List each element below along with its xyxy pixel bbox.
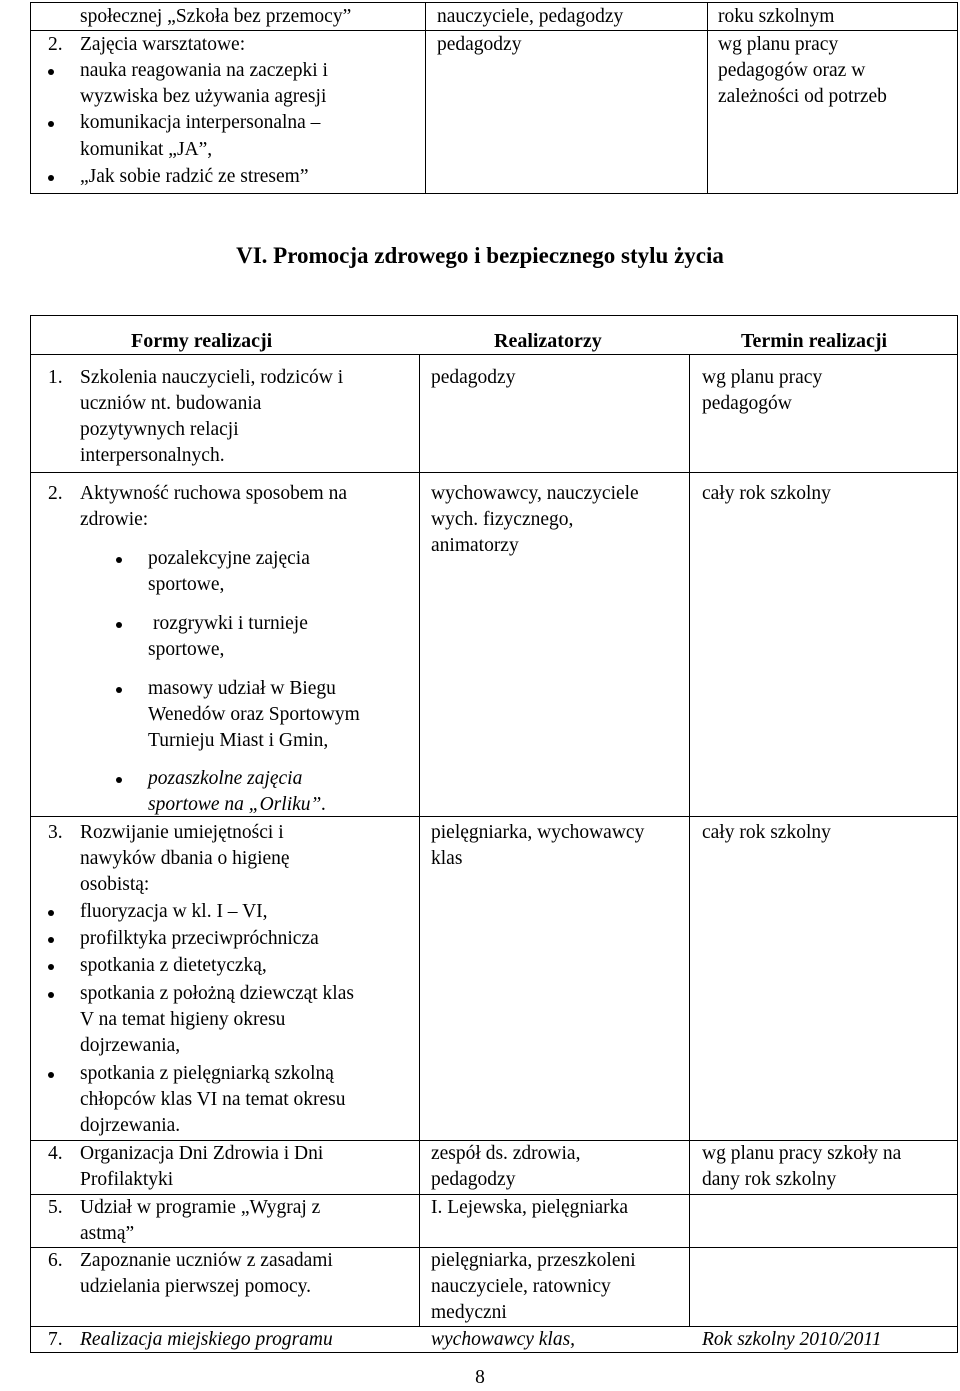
top-table-border-bottom <box>30 193 958 194</box>
row3-bullet2: profilktyka przeciwpróchnicza <box>80 928 319 949</box>
bullet-icon <box>48 910 54 916</box>
row4-number: 4. <box>48 1143 63 1164</box>
row3-bullet5-line2: chłopców klas VI na temat okresu <box>80 1089 346 1110</box>
row2-who-line1: wychowawcy, nauczyciele <box>431 483 639 504</box>
row7-who: wychowawcy klas, <box>431 1329 576 1350</box>
row7-number: 7. <box>48 1329 63 1350</box>
main-table-border-left <box>30 315 31 1353</box>
row3-number: 3. <box>48 822 63 843</box>
bullet-icon <box>116 777 122 783</box>
top-row2-bullet2-line1: komunikacja interpersonalna – <box>80 112 321 133</box>
row4-who-line2: pedagodzy <box>431 1169 516 1190</box>
row5-line1: Udział w programie „Wygraj z <box>80 1197 321 1218</box>
row6-who-line3: medyczni <box>431 1302 507 1323</box>
row2-bullet2-line2: sportowe, <box>148 639 225 660</box>
top-table-row-divider <box>30 30 958 31</box>
row2-bullet4-line2: sportowe na „Orliku”. <box>148 794 327 815</box>
row3-bullet5-line3: dojrzewania. <box>80 1115 181 1136</box>
row2-bullet3-line2: Wenedów oraz Sportowym <box>148 704 360 725</box>
row3-bullet5-line1: spotkania z pielęgniarką szkolną <box>80 1063 334 1084</box>
main-table-border-top <box>30 315 958 316</box>
row3-who-line2: klas <box>431 848 463 869</box>
row1-divider <box>30 472 958 473</box>
row2-line1: Aktywność ruchowa sposobem na <box>80 483 347 504</box>
row3-bullet4-line1: spotkania z położną dziewcząt klas <box>80 983 354 1004</box>
row4-when-line1: wg planu pracy szkoły na <box>702 1143 902 1164</box>
bullet-icon <box>48 175 54 181</box>
row6-who-line2: nauczyciele, ratownicy <box>431 1276 611 1297</box>
top-table-border-top <box>30 2 958 3</box>
top-row2-when-line3: zależności od potrzeb <box>718 86 887 107</box>
bullet-icon <box>116 687 122 693</box>
top-table-col-divider-1 <box>425 2 426 194</box>
row2-when: cały rok szkolny <box>702 483 831 504</box>
top-row2-bullet1-line1: nauka reagowania na zaczepki i <box>80 60 328 81</box>
main-col-divider-1 <box>419 354 420 1326</box>
main-col-divider-2 <box>689 354 690 1326</box>
row2-line2: zdrowie: <box>80 509 149 530</box>
bullet-icon <box>48 964 54 970</box>
row5-who: I. Lejewska, pielęgniarka <box>431 1197 629 1218</box>
top-row2-bullet3-line1: „Jak sobie radzić ze stresem” <box>80 166 309 187</box>
top-row1-who: nauczyciele, pedagodzy <box>437 6 624 27</box>
row3-bullet4-line3: dojrzewania, <box>80 1035 181 1056</box>
bullet-icon <box>116 557 122 563</box>
row1-when-line1: wg planu pracy <box>702 367 823 388</box>
bullet-icon <box>116 622 122 628</box>
row2-bullet3-line3: Turnieju Miast i Gmin, <box>148 730 329 751</box>
top-row2-when-line1: wg planu pracy <box>718 34 839 55</box>
row3-who-line1: pielęgniarka, wychowawcy <box>431 822 645 843</box>
row2-who-line3: animatorzy <box>431 535 519 556</box>
row6-line2: udzielania pierwszej pomocy. <box>80 1276 312 1297</box>
row1-line3: pozytywnych relacji <box>80 419 239 440</box>
top-row2-who: pedagodzy <box>437 34 522 55</box>
row4-line1: Organizacja Dni Zdrowia i Dni <box>80 1143 324 1164</box>
row1-who: pedagodzy <box>431 367 516 388</box>
row2-bullet3-line1: masowy udział w Biegu <box>148 678 336 699</box>
header-who: Realizatorzy <box>494 330 602 352</box>
row3-bullet3: spotkania z dietetyczką, <box>80 955 267 976</box>
row1-number: 1. <box>48 367 63 388</box>
header-when: Termin realizacji <box>741 330 888 352</box>
row6-line1: Zapoznanie uczniów z zasadami <box>80 1250 333 1271</box>
row4-when-line2: dany rok szkolny <box>702 1169 837 1190</box>
row3-when: cały rok szkolny <box>702 822 831 843</box>
page-number: 8 <box>475 1367 485 1388</box>
row3-bullet1: fluoryzacja w kl. I – VI, <box>80 901 268 922</box>
row2-who-line2: wych. fizycznego, <box>431 509 574 530</box>
row1-line2: uczniów nt. budowania <box>80 393 262 414</box>
bullet-icon <box>48 69 54 75</box>
top-row2-when-line2: pedagogów oraz w <box>718 60 866 81</box>
section-heading: VI. Promocja zdrowego i bezpiecznego stylu życia <box>236 243 724 268</box>
row7-forms: Realizacja miejskiego programu <box>80 1329 333 1350</box>
row4-who-line1: zespół ds. zdrowia, <box>431 1143 581 1164</box>
bullet-icon <box>48 937 54 943</box>
bullet-icon <box>48 121 54 127</box>
top-row2-bullet1-line2: wyzwiska bez używania agresji <box>80 86 327 107</box>
top-row2-bullet2-line2: komunikat „JA”, <box>80 139 213 160</box>
row1-line4: interpersonalnych. <box>80 445 225 466</box>
row3-bullet4-line2: V na temat higieny okresu <box>80 1009 286 1030</box>
row1-line1: Szkolenia nauczycieli, rodziców i <box>80 367 344 388</box>
row6-who-line1: pielęgniarka, przeszkoleni <box>431 1250 636 1271</box>
top-table-border-left <box>30 2 31 194</box>
header-row-divider <box>30 354 958 355</box>
top-table-col-divider-2 <box>707 2 708 194</box>
row1-when-line2: pedagogów <box>702 393 792 414</box>
row3-line2: nawyków dbania o higienę <box>80 848 290 869</box>
row3-line3: osobistą: <box>80 874 150 895</box>
row2-bullet1-line2: sportowe, <box>148 574 225 595</box>
row2-bullet2-line1: rozgrywki i turnieje <box>153 613 308 634</box>
top-table-border-right <box>957 2 958 194</box>
row2-bullet1-line1: pozalekcyjne zajęcia <box>148 548 310 569</box>
row2-number: 2. <box>48 483 63 504</box>
row7-when: Rok szkolny 2010/2011 <box>702 1329 882 1350</box>
top-row1-forms: społecznej „Szkoła bez przemocy” <box>80 6 352 27</box>
top-row1-when: roku szkolnym <box>718 6 835 27</box>
row5-number: 5. <box>48 1197 63 1218</box>
row4-line2: Profilaktyki <box>80 1169 174 1190</box>
row2-bullet4-line1: pozaszkolne zajęcia <box>148 768 303 789</box>
row6-number: 6. <box>48 1250 63 1271</box>
row3-line1: Rozwijanie umiejętności i <box>80 822 284 843</box>
row5-line2: astmą” <box>80 1223 135 1244</box>
top-row2-number: 2. <box>48 34 63 55</box>
main-table-border-right <box>957 315 958 1353</box>
top-row2-title: Zajęcia warsztatowe: <box>80 34 246 55</box>
header-forms: Formy realizacji <box>131 330 273 352</box>
bullet-icon <box>48 1072 54 1078</box>
bullet-icon <box>48 992 54 998</box>
